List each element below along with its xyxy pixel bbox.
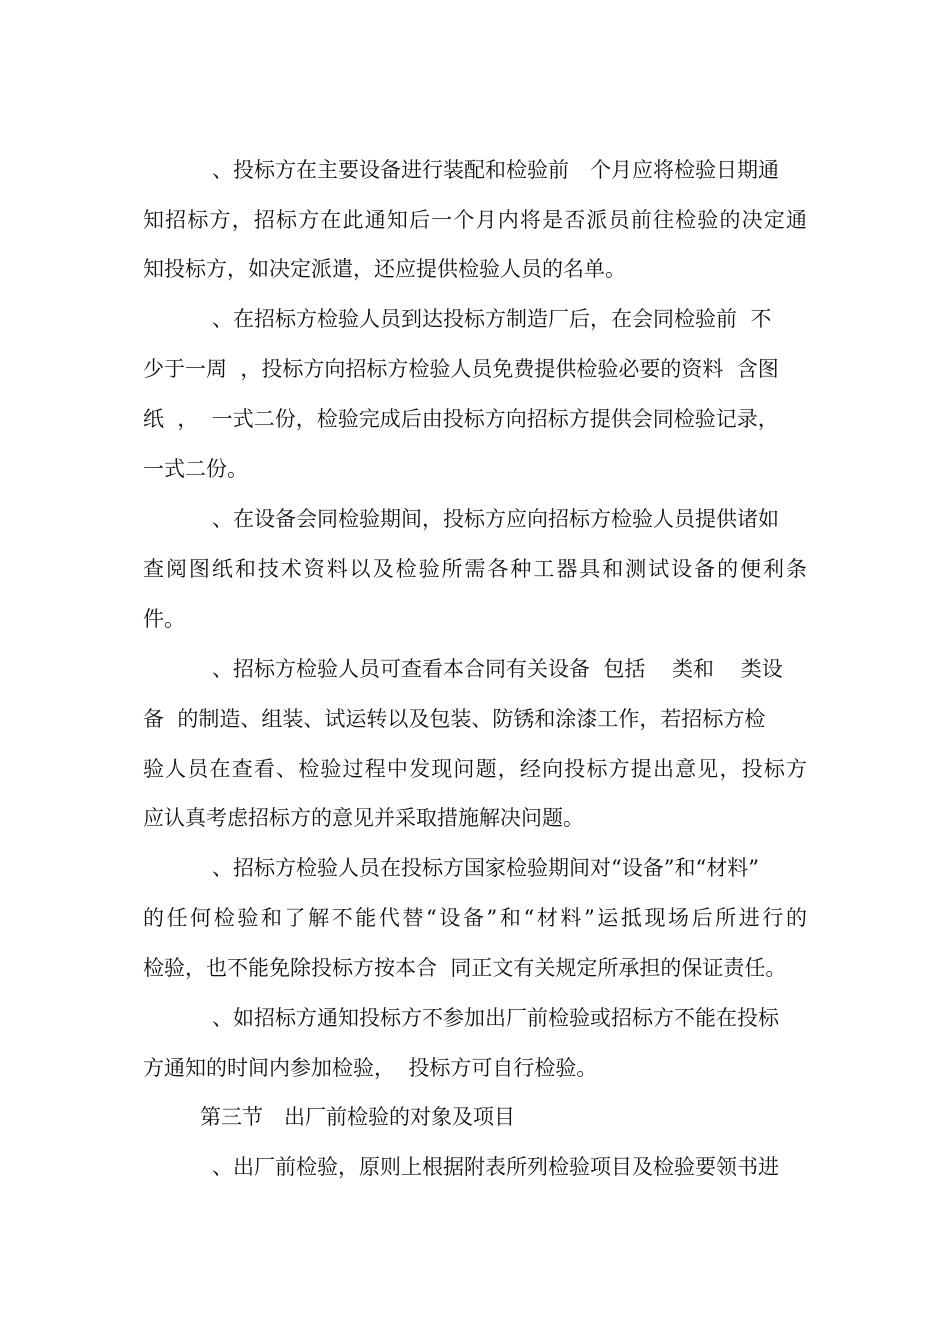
para-4-line-1: 、招标方检验人员可查看本合同有关设备 包括 类和 类设 [212, 657, 783, 681]
para-4-line-4: 应认真考虑招标方的意见并采取措施解决问题。 [143, 806, 584, 830]
para-2-line-4: 一式二份。 [143, 457, 248, 481]
para-5-line-2: 的任何检验和了解不能代替“设备”和“材料”运抵现场后所进行的 [143, 906, 807, 930]
para-1-line-1: 、投标方在主要设备进行装配和检验前 个月应将检验日期通 [212, 158, 779, 182]
para-7-line-1: 、出厂前检验，原则上根据附表所列检验项目及检验要领书进 [212, 1155, 779, 1179]
para-6-line-2: 方通知的时间内参加检验， 投标方可自行检验。 [143, 1056, 598, 1080]
para-2-line-1: 、在招标方检验人员到达投标方制造厂后，在会同检验前 不 [212, 307, 772, 331]
para-3-line-3: 件。 [143, 607, 185, 631]
section-heading: 第三节 出厂前检验的对象及项目 [200, 1105, 515, 1129]
para-5-line-3: 检验，也不能免除投标方按本合 同正文有关规定所承担的保证责任。 [143, 956, 787, 980]
para-2-line-2: 少于一周 ，投标方向招标方检验人员免费提供检验必要的资料 含图 [143, 357, 779, 381]
para-1-line-3: 知投标方，如决定派遣，还应提供检验人员的名单。 [143, 257, 626, 281]
para-3-line-2: 查阅图纸和技术资料以及检验所需各种工器具和测试设备的便利条 [143, 557, 807, 581]
para-3-line-1: 、在设备会同检验期间，投标方应向招标方检验人员提供诸如 [212, 507, 779, 531]
para-2-line-3: 纸 ， 一式二份，检验完成后由投标方向招标方提供会同检验记录， [143, 407, 779, 431]
para-4-line-2: 备 的制造、组装、试运转以及包装、防锈和涂漆工作，若招标方检 [143, 707, 766, 731]
para-5-line-1: 、招标方检验人员在投标方国家检验期间对“设备”和“材料” [212, 856, 759, 880]
para-6-line-1: 、如招标方通知投标方不参加出厂前检验或招标方不能在投标 [212, 1006, 779, 1030]
para-4-line-3: 验人员在查看、检验过程中发现问题，经向投标方提出意见，投标方 [143, 757, 807, 781]
para-1-line-2: 知招标方，招标方在此通知后一个月内将是否派员前往检验的决定通 [143, 208, 807, 232]
